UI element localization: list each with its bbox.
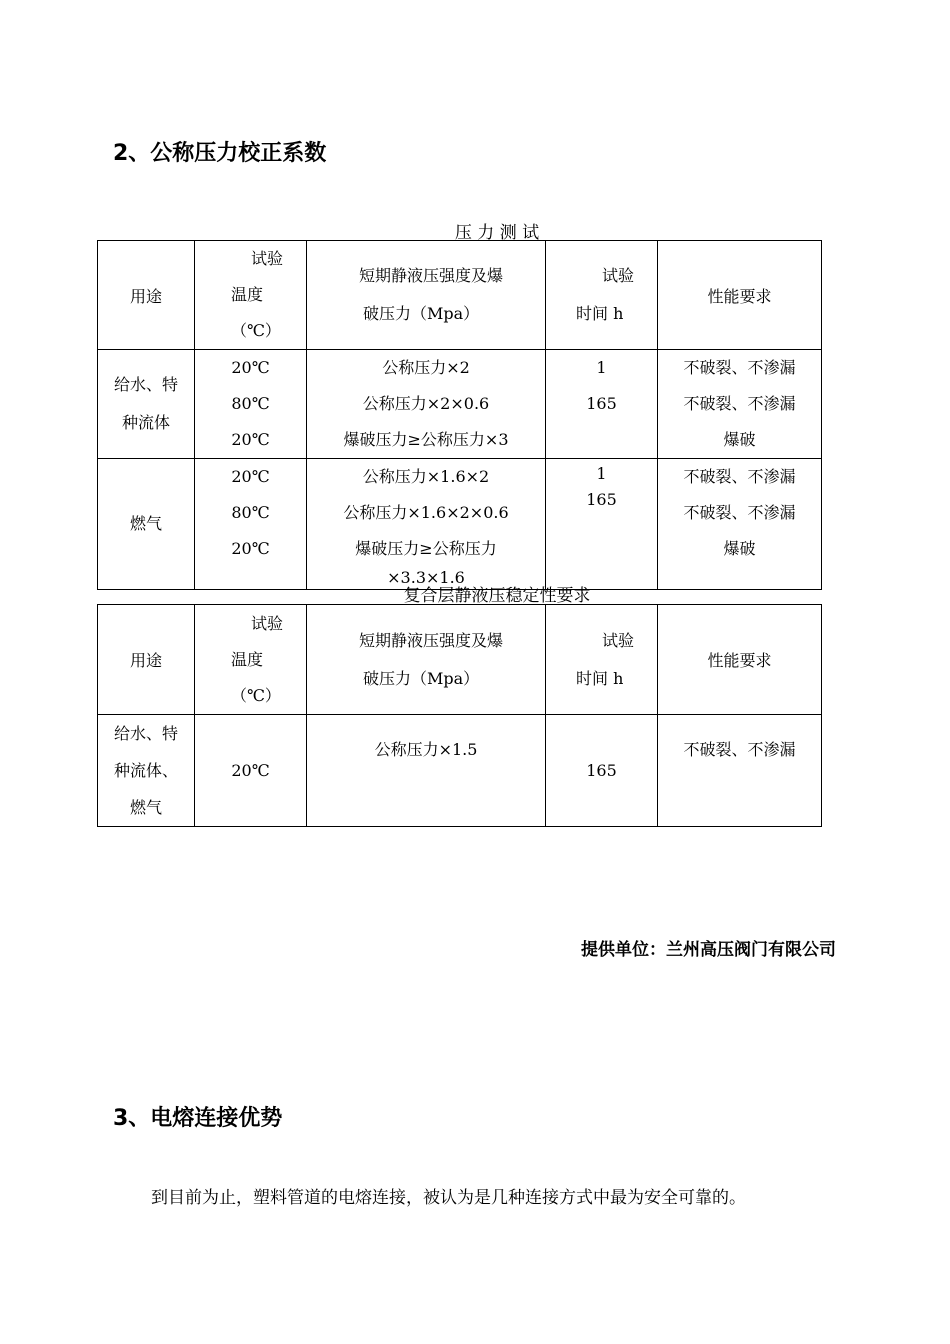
row-temp: 20℃ [195, 715, 307, 827]
composite-layer-table [97, 604, 822, 827]
row-gas-times: 1 165 [546, 459, 658, 590]
row-gas-temps: 20℃ 80℃ 20℃ [195, 459, 307, 590]
row-water-pressures: 公称压力×2 公称压力×2×0.6 爆破压力≥公称压力×3 [307, 350, 546, 459]
section-3-paragraph: 到目前为止，塑料管道的电熔连接，被认为是几种连接方式中最为安全可靠的。 [151, 1188, 746, 1208]
header-use: 用途 [98, 241, 195, 350]
header-time: 试验 时间 h [546, 605, 658, 715]
header-pressure: 短期静液压强度及爆 破压力（Mpa） [307, 605, 546, 715]
pressure-test-table [97, 240, 822, 590]
row-use: 给水、特 种流体、 燃气 [98, 715, 195, 827]
row-pressure: 公称压力×1.5 [307, 715, 546, 827]
section-2-title: 2、公称压力校正系数 [113, 141, 327, 166]
header-requirement: 性能要求 [658, 241, 822, 350]
header-temp: 试验 温度 （℃） [195, 605, 307, 715]
row-time: 165 [546, 715, 658, 827]
row-gas-use: 燃气 [98, 459, 195, 590]
header-pressure: 短期静液压强度及爆 破压力（Mpa） [307, 241, 546, 350]
table-2-header-row [98, 605, 822, 715]
row-water-requirements: 不破裂、不渗漏 不破裂、不渗漏 爆破 [658, 350, 822, 459]
header-time: 试验 时间 h [546, 241, 658, 350]
row-requirement: 不破裂、不渗漏 [658, 715, 822, 827]
row-water-times: 1 165 [546, 350, 658, 459]
header-temp: 试验 温度 （℃） [195, 241, 307, 350]
table-row-water [98, 350, 822, 459]
row-water-temps: 20℃ 80℃ 20℃ [195, 350, 307, 459]
header-requirement: 性能要求 [658, 605, 822, 715]
row-gas-requirements: 不破裂、不渗漏 不破裂、不渗漏 爆破 [658, 459, 822, 590]
table-row-gas [98, 459, 822, 590]
table-2-row [98, 715, 822, 827]
table-1-caption: 压 力 测 试 [454, 223, 540, 243]
row-gas-pressures: 公称压力×1.6×2 公称压力×1.6×2×0.6 爆破压力≥公称压力 ×3.3×1.6 [307, 459, 546, 590]
table-header-row [98, 241, 822, 350]
header-use: 用途 [98, 605, 195, 715]
provider-line: 提供单位：兰州高压阀门有限公司 [581, 940, 836, 960]
row-water-use: 给水、特 种流体 [98, 350, 195, 459]
table-2-caption: 复合层静液压稳定性要求 [403, 586, 591, 606]
section-3-title: 3、电熔连接优势 [113, 1106, 283, 1131]
